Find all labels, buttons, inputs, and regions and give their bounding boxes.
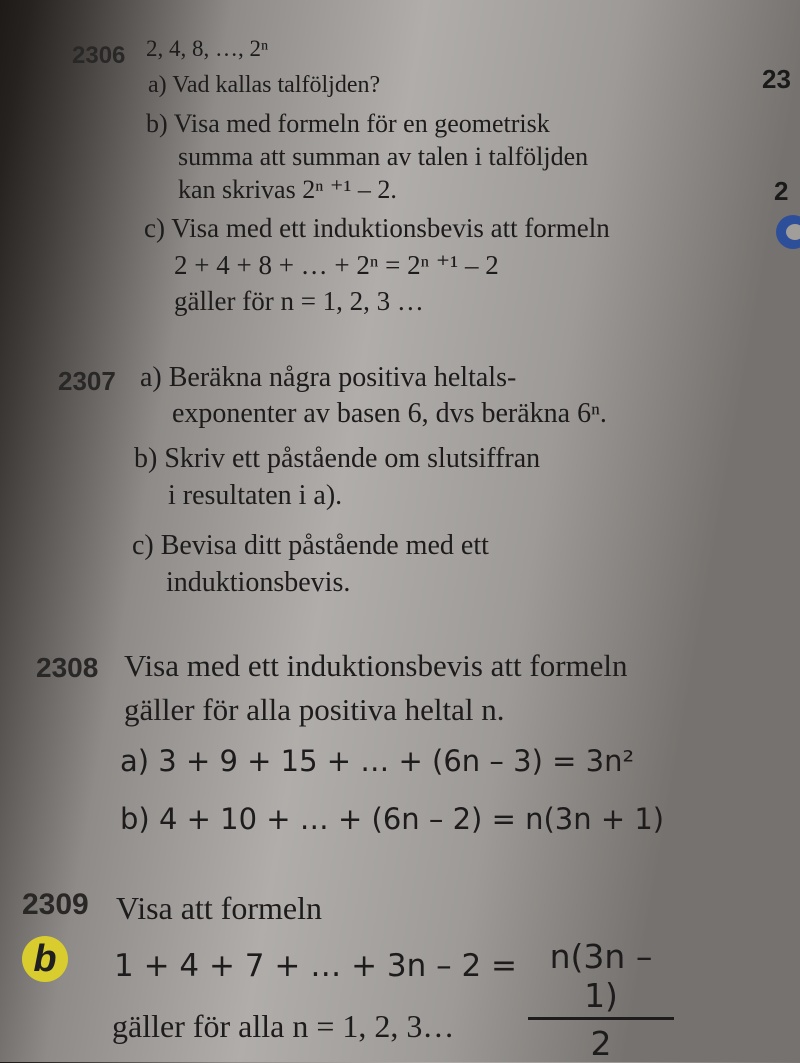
part-c-line3: gäller för n = 1, 2, 3 … <box>174 286 424 316</box>
fraction-denominator: 2 <box>590 1024 612 1063</box>
part-a-line2: exponenter av basen 6, dvs beräkna 6ⁿ. <box>172 398 607 429</box>
part-b-line3: kan skrivas 2ⁿ ⁺¹ – 2. <box>178 175 397 204</box>
part-c-line1: c) Bevisa ditt påstående med ett <box>132 530 489 561</box>
part-b-line2: summa att summan av talen i talföljden <box>178 142 589 171</box>
problem-number: 2306 <box>72 42 126 69</box>
level-b-badge-icon: b <box>22 936 68 982</box>
edge-number-mid: 2 <box>774 176 789 206</box>
part-a-formula: a) 3 + 9 + 15 + … + (6n – 3) = 3n² <box>120 744 635 778</box>
fraction-bar <box>528 1017 674 1020</box>
intro-line1: Visa med ett induktionsbevis att formeln <box>124 648 628 683</box>
formula-lhs: 1 + 4 + 7 + … + 3n – 2 = <box>114 948 518 984</box>
formula-fraction <box>528 937 674 1063</box>
sequence: 2, 4, 8, …, 2ⁿ <box>146 36 269 61</box>
fraction-numerator: n(3n – 1) <box>549 937 653 1015</box>
edge-number-top: 23 <box>762 64 791 94</box>
problem-number: 2307 <box>58 366 116 396</box>
edge-circle-icon <box>776 215 800 249</box>
part-b-formula: b) 4 + 10 + … + (6n – 2) = n(3n + 1) <box>120 802 665 836</box>
part-b-line1: b) Skriv ett påstående om slutsiffran <box>134 443 541 474</box>
part-b-line1: b) Visa med formeln för en geometrisk <box>146 109 550 138</box>
intro: Visa att formeln <box>116 890 323 926</box>
part-c-line1: c) Visa med ett induktionsbevis att formeln <box>144 213 610 243</box>
problem-number: 2309 <box>22 888 89 921</box>
tail-line: gäller för alla n = 1, 2, 3… <box>112 1008 455 1044</box>
part-a-line1: a) Beräkna några positiva heltals- <box>140 362 517 393</box>
part-a: a) Vad kallas talföljden? <box>148 72 381 98</box>
problem-number: 2308 <box>36 652 99 683</box>
part-b-line2: i resultaten i a). <box>168 480 343 511</box>
intro-line2: gäller för alla positiva heltal n. <box>124 692 505 727</box>
part-c-line2: induktionsbevis. <box>166 567 351 598</box>
part-c-formula: 2 + 4 + 8 + … + 2ⁿ = 2ⁿ ⁺¹ – 2 <box>174 250 499 280</box>
